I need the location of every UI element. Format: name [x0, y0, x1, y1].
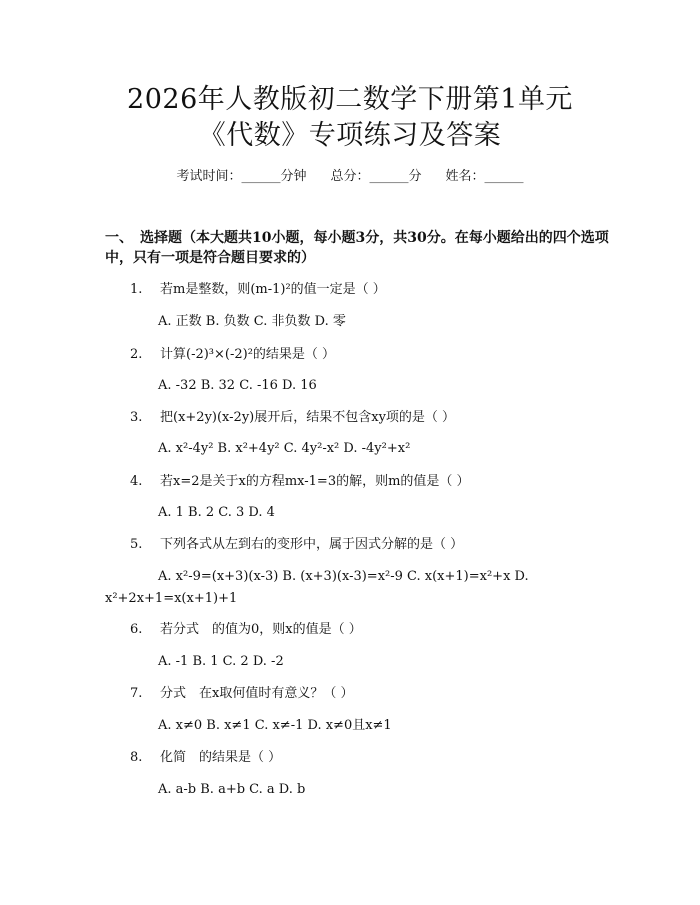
- question-3-options: A. x²-4y² B. x²+4y² C. 4y²-x² D. -4y²+x²: [158, 441, 411, 456]
- question-stem: 若分式 的值为0，则x的值是（ ）: [160, 622, 362, 637]
- question-number: 5.: [130, 537, 143, 552]
- question-number: 4.: [130, 474, 143, 489]
- section-heading: 一、 选择题（本大题共10小题，每小题3分，共30分。在每小题给出的四个选项中，只有一项是符合题目要求的）: [105, 230, 609, 266]
- question-5-options-line-1: A. x²-9=(x+3)(x-3) B. (x+3)(x-3)=x²-9 C. x(x+1)=x²+x D.: [158, 569, 529, 584]
- page-title: 2026年人教版初二数学下册第1单元《代数》专项练习及答案: [127, 84, 573, 151]
- question-number: 6.: [130, 622, 143, 637]
- question-stem: 若x=2是关于x的方程mx-1=3的解，则m的值是（ ）: [160, 474, 470, 489]
- question-8-options: A. a-b B. a+b C. a D. b: [158, 782, 306, 797]
- question-7-options: A. x≠0 B. x≠1 C. x≠-1 D. x≠0且x≠1: [158, 718, 392, 733]
- question-stem: 分式 在x取何值时有意义？（ ）: [160, 686, 354, 701]
- exam-info: [0, 168, 700, 186]
- question-stem: 计算(-2)³×(-2)²的结果是（ ）: [160, 347, 336, 362]
- exam-time: 考试时间：______分钟: [176, 169, 307, 184]
- question-stem: 若m是整数，则(m-1)²的值一定是（ ）: [160, 282, 386, 297]
- student-name: 姓名：______: [445, 169, 524, 184]
- question-4-options: A. 1 B. 2 C. 3 D. 4: [158, 505, 275, 520]
- question-number: 3.: [130, 410, 143, 425]
- question-number: 8.: [130, 750, 143, 765]
- question-stem: 把(x+2y)(x-2y)展开后，结果不包含xy项的是（ ）: [160, 410, 456, 425]
- question-6-options: A. -1 B. 1 C. 2 D. -2: [158, 654, 284, 669]
- question-number: 1.: [130, 282, 143, 297]
- question-number: 7.: [130, 686, 143, 701]
- question-2-options: A. -32 B. 32 C. -16 D. 16: [158, 378, 317, 393]
- question-5-options-line-2: x²+2x+1=x(x+1)+1: [105, 591, 238, 606]
- question-number: 2.: [130, 347, 143, 362]
- question-stem: 化简 的结果是（ ）: [160, 750, 282, 765]
- question-1-options: A. 正数 B. 负数 C. 非负数 D. 零: [158, 314, 346, 329]
- total-score: 总分：______分: [330, 169, 422, 184]
- question-stem: 下列各式从左到右的变形中，属于因式分解的是（ ）: [160, 537, 464, 552]
